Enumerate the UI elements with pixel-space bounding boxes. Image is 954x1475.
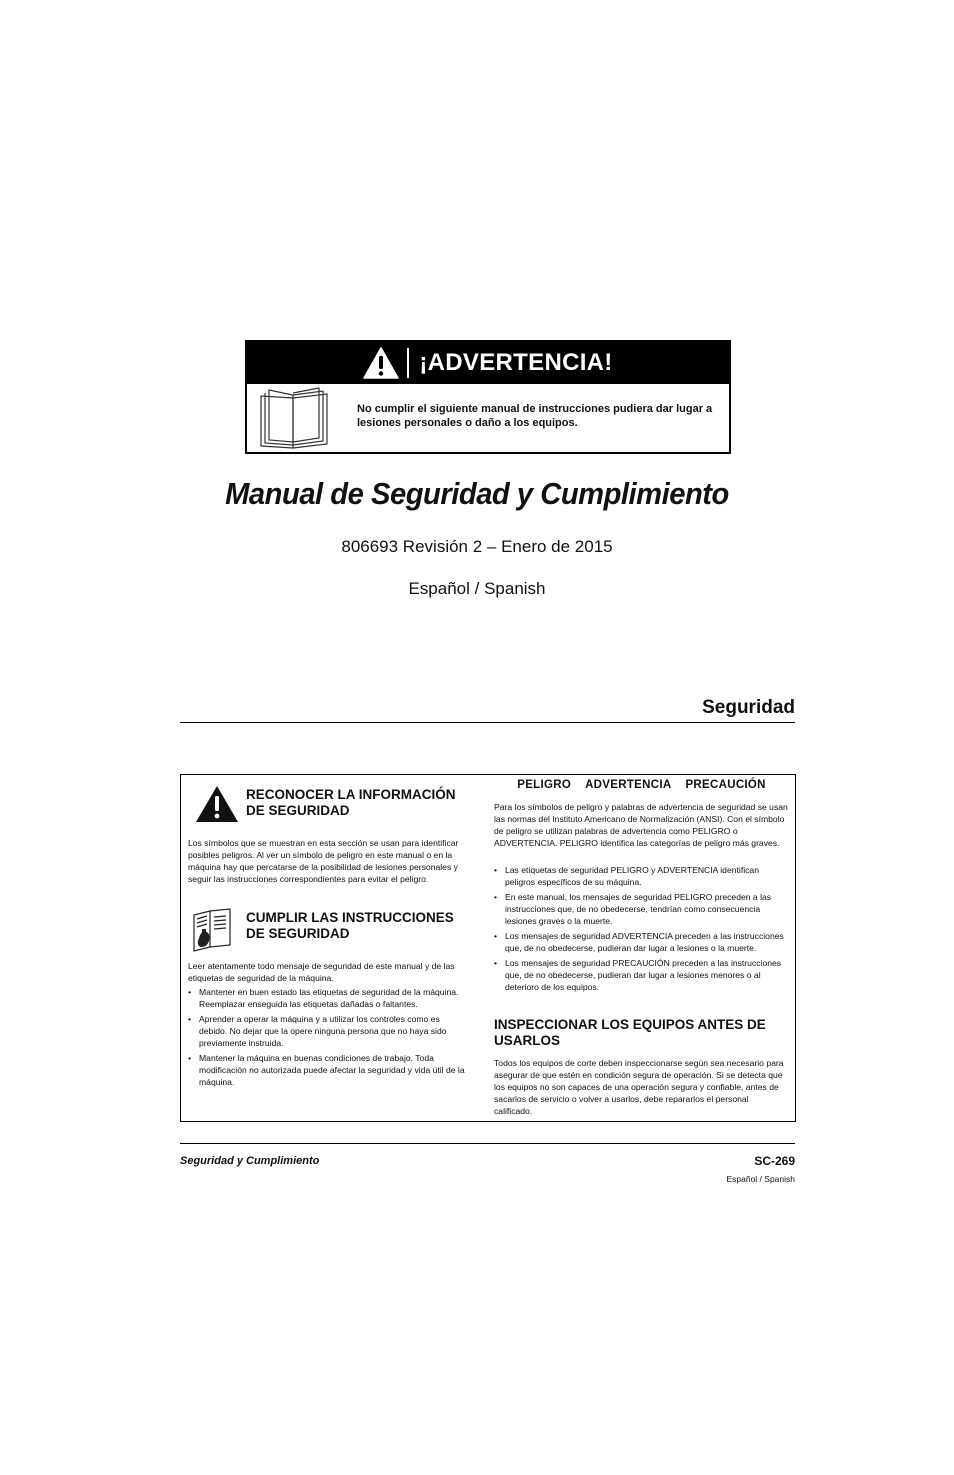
list-item: • En este manual, los mensajes de seguridad PELIGRO preceden a las instrucciones que, de no obedecerse, tendrían como consecuencia lesiones graves o la muerte. (494, 891, 789, 927)
document-language: Español / Spanish (408, 579, 546, 598)
open-manual-icon (257, 386, 331, 450)
signal-bullet-list (494, 861, 789, 993)
follow-bullet-list (188, 983, 470, 1088)
inspect-text: Todos los equipos de corte deben inspeccionarse según sea necesario para asegurar de que estén en condición segura de operación. Si se detecta que los equipos no son capaces de una operación segura y confiable, antes de sacarlos de servicio o volver a usarlos, debe repararlos el personal calificado. (494, 1058, 784, 1116)
read-manual-icon (190, 907, 236, 953)
footer-language: Español / Spanish (726, 1174, 795, 1184)
follow-heading: CUMPLIR LAS INSTRUCCIONES DE SEGURIDAD (246, 910, 454, 941)
hazard-triangle-icon (195, 785, 239, 823)
warning-title: ¡ADVERTENCIA! (419, 349, 613, 376)
list-item: • Las etiquetas de seguridad PELIGRO y ADVERTENCIA identifican peligros específicos de su máquina. (494, 864, 789, 888)
recognize-heading: RECONOCER LA INFORMACIÓN DE SEGURIDAD (246, 787, 456, 818)
document-revision: 806693 Revisión 2 – Enero de 2015 (341, 537, 613, 556)
section-rule (180, 722, 795, 723)
signal-word-caution: PRECAUCIÓN (685, 779, 766, 791)
warning-body (247, 384, 729, 452)
list-item: • Los mensajes de seguridad PRECAUCIÓN preceden a las instrucciones que, de no obedecerse, pudieran dar lugar a lesiones menores o al deterioro de los equipos. (494, 957, 789, 993)
list-item: • Aprender a operar la máquina y a utilizar los controles como es debido. No dejar que la opere ninguna persona que no haya sido previamente instruida. (188, 1013, 470, 1049)
signal-text: Para los símbolos de peligro y palabras de advertencia de seguridad se usan las normas del Instituto Americano de Normalización (ANSI). Con el símbolo de peligro se utilizan palabras de advertencia como PELIGRO o ADVERTENCIA. PELIGRO identifica las categorías de peligro más graves. (494, 802, 788, 848)
warning-header (247, 342, 729, 384)
signal-word-warning: ADVERTENCIA (585, 779, 672, 791)
inspect-heading: INSPECCIONAR LOS EQUIPOS ANTES DE USARLOS (494, 1017, 766, 1048)
follow-text: Leer atentamente todo mensaje de seguridad de este manual y de las etiquetas de seguridad de la máquina. (188, 961, 455, 983)
list-item: • Los mensajes de seguridad ADVERTENCIA preceden a las instrucciones que, de no obedecerse, pudieran dar lugar a lesiones o la muerte. (494, 930, 789, 954)
document-title: Manual de Seguridad y Cumplimiento (225, 476, 729, 511)
safety-content-box (180, 774, 796, 1122)
signal-words (494, 779, 789, 791)
list-item: • Mantener la máquina en buenas condiciones de trabajo. Toda modificación no autorizada puede afectar la seguridad y vida útil de la máquina. (188, 1052, 470, 1088)
list-item: • Mantener en buen estado las etiquetas de seguridad de la máquina. Reemplazar enseguida las etiquetas dañadas o faltantes. (188, 986, 470, 1010)
section-heading: Seguridad (702, 697, 795, 718)
footer-title: Seguridad y Cumplimiento (180, 1155, 320, 1167)
page-number: SC-269 (754, 1154, 795, 1168)
warning-triangle-icon (363, 347, 399, 379)
footer-rule (180, 1143, 795, 1144)
recognize-text: Los símbolos que se muestran en esta sección se usan para identificar posibles peligros. Al ver un símbolo de peligro en este manual o en la máquina hay que percatarse de la posibilidad de lesiones personales y seguir las instrucciones correspondientes para evitar el peligro. (188, 838, 459, 884)
warning-separator (407, 348, 409, 378)
signal-word-danger: PELIGRO (517, 779, 572, 791)
warning-box (245, 340, 731, 454)
warning-text: No cumplir el siguiente manual de instrucciones pudiera dar lugar a lesiones personales o daño a los equipos. (357, 403, 713, 429)
